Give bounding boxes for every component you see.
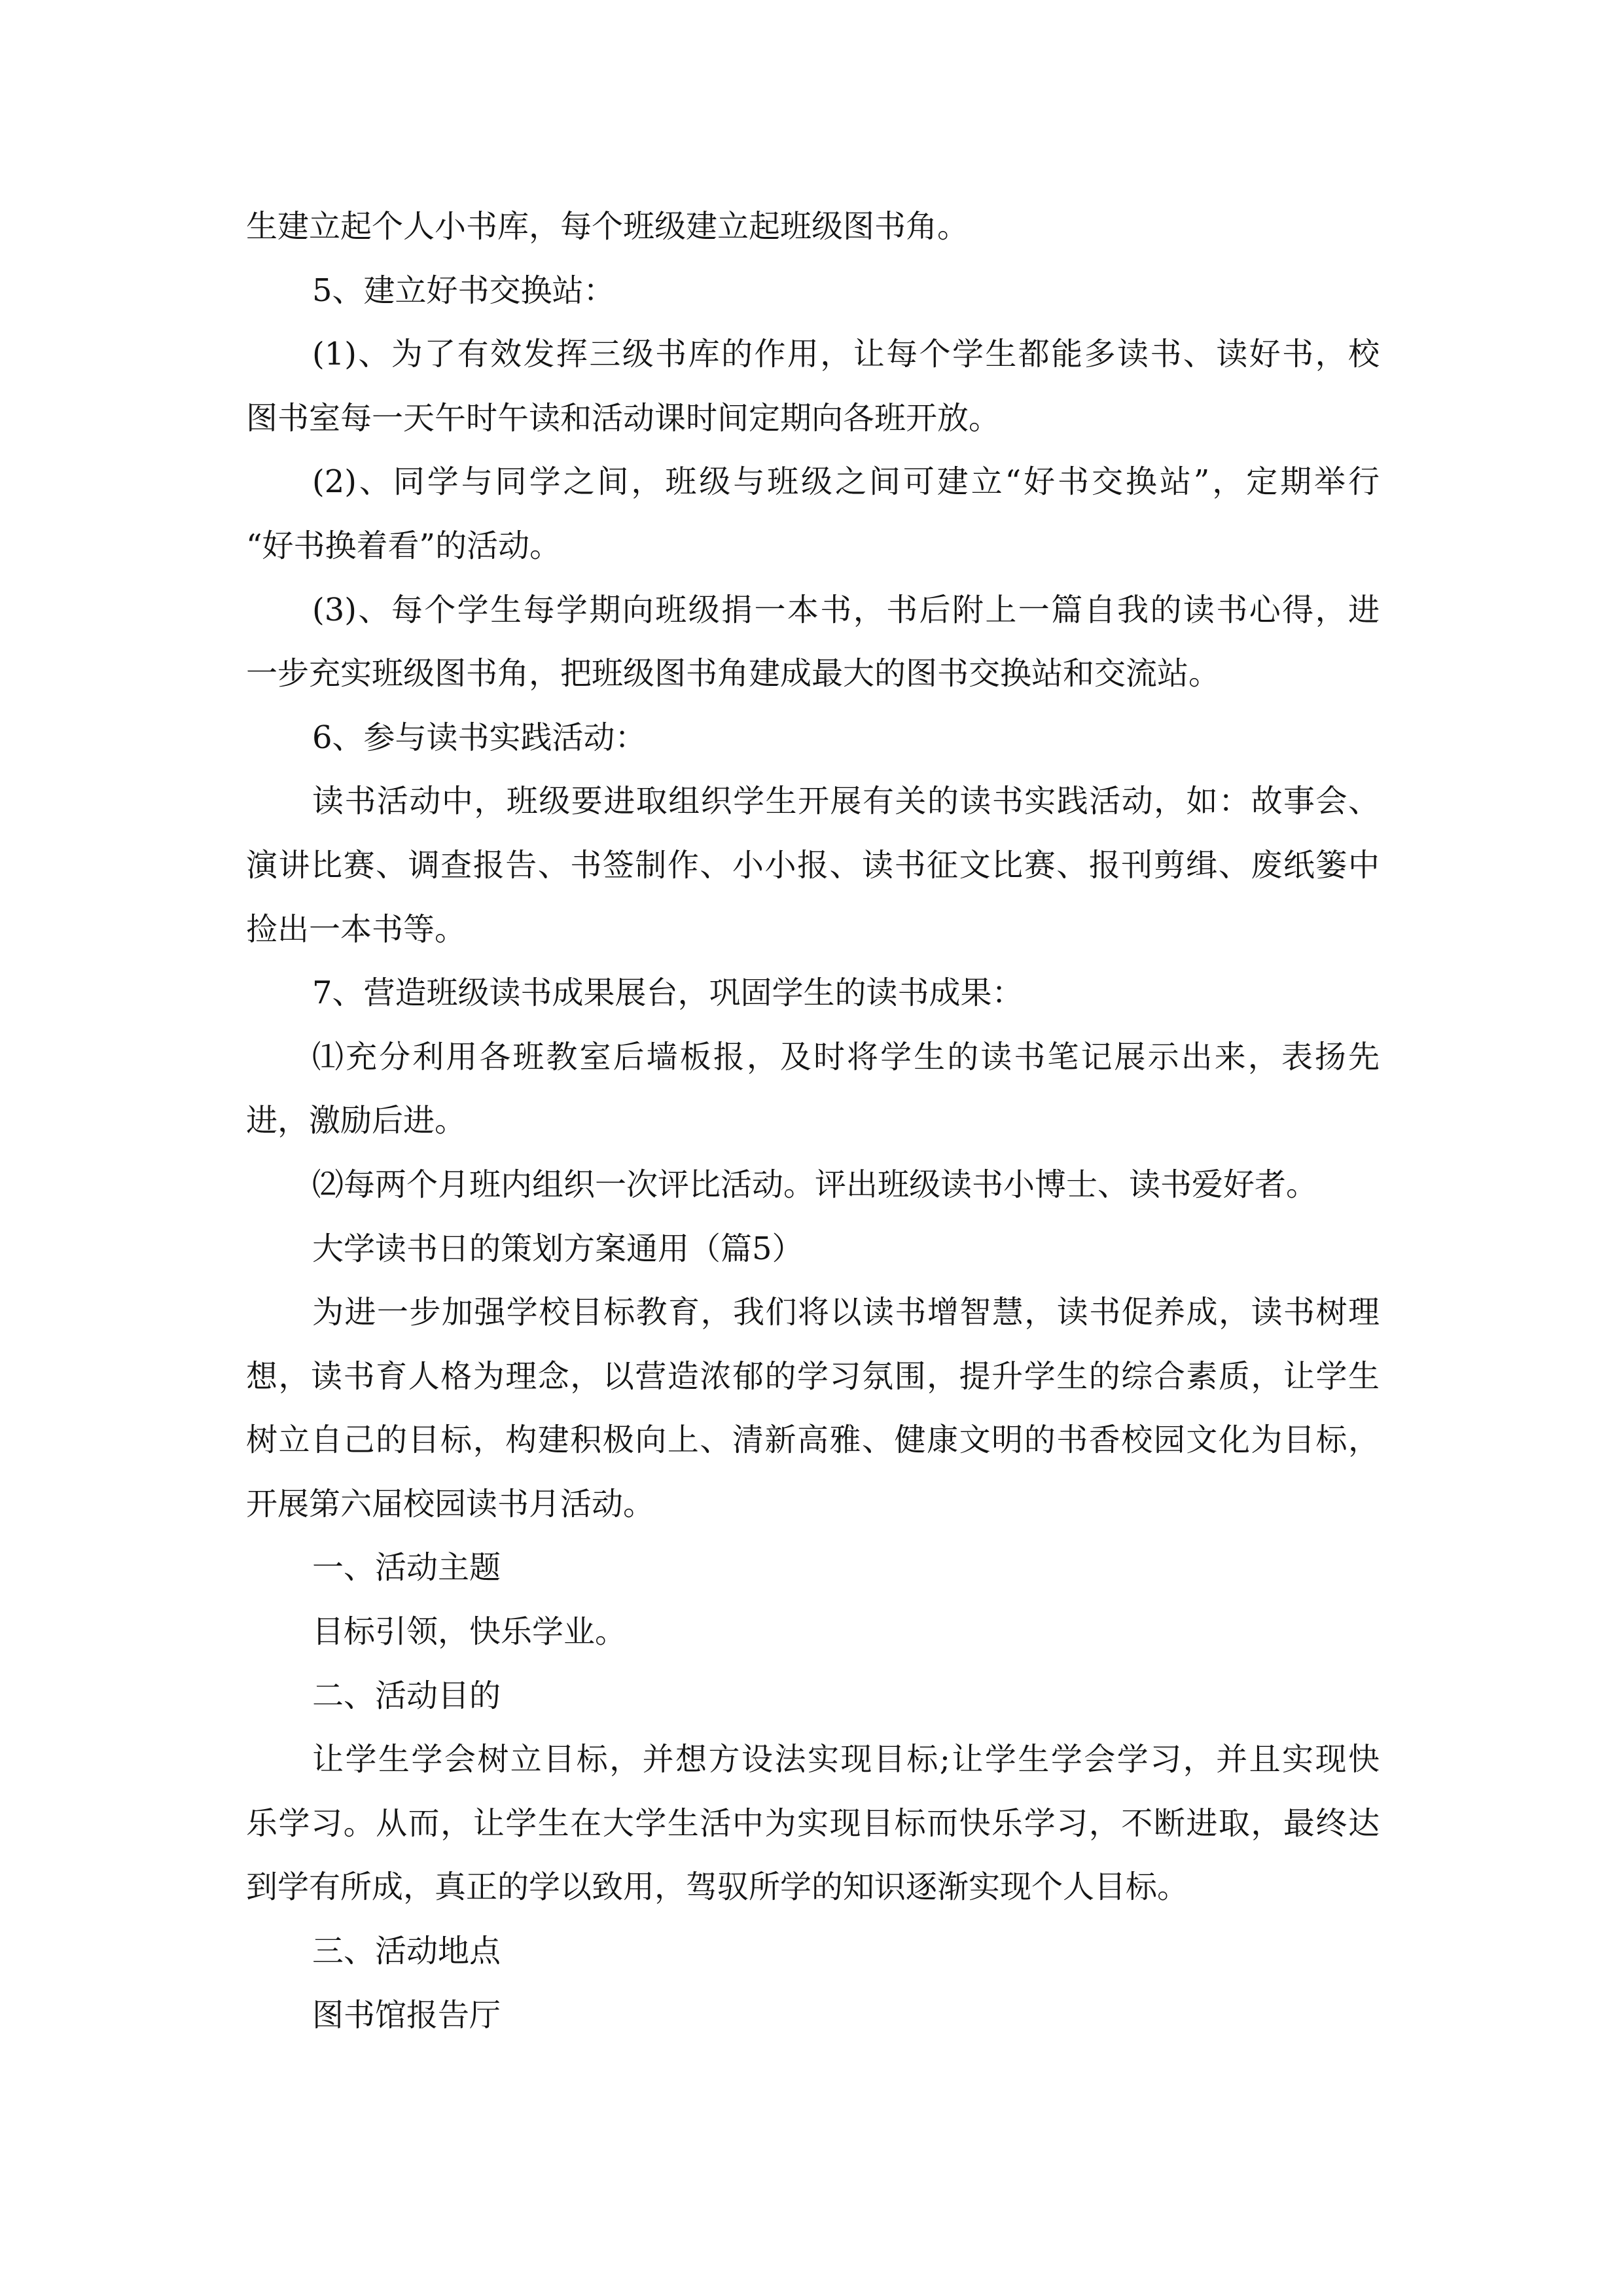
body-paragraph: [246, 195, 1380, 259]
sub-item-paragraph: [246, 1153, 1380, 1217]
section-heading: [246, 1536, 1380, 1600]
numbered-heading: [246, 706, 1380, 770]
body-paragraph: [246, 1984, 1380, 2048]
text-line: 三、活动地点: [312, 1933, 501, 1970]
text-line: 乐学习。从而，让学生在大学生活中为实现目标而快乐学习，不断进取，最终达: [246, 1804, 1380, 1842]
text-line: 一步充实班级图书角，把班级图书角建成最大的图书交换站和交流站。: [246, 655, 1221, 692]
body-paragraph: [246, 1281, 1380, 1536]
text-line: 让学生学会树立目标，并想方设法实现目标;让学生学会学习，并且实现快: [312, 1741, 1380, 1778]
body-paragraph: [246, 1728, 1380, 1920]
body-paragraph: [246, 770, 1380, 961]
text-line: 二、活动目的: [312, 1677, 501, 1714]
sub-item-paragraph: [246, 323, 1380, 450]
text-line: 6、参与读书实践活动：: [312, 719, 647, 756]
section-heading: [246, 1920, 1380, 1984]
text-line: 一、活动主题: [312, 1549, 501, 1587]
text-line: 7、营造班级读书成果展台，巩固学生的读书成果：: [312, 975, 1024, 1012]
text-line: (1)、为了有效发挥三级书库的作用，让每个学生都能多读书、读好书，校: [312, 336, 1380, 373]
sub-item-paragraph: [246, 1026, 1380, 1153]
text-line: (2)、同学与同学之间，班级与班级之间可建立“好书交换站”，定期举行: [312, 463, 1380, 501]
numbered-heading: [246, 961, 1380, 1026]
text-line: (3)、每个学生每学期向班级捐一本书，书后附上一篇自我的读书心得，进: [312, 591, 1380, 628]
text-line: 目标引领，快乐学业。: [312, 1613, 627, 1651]
text-line: 生建立起个人小书库，每个班级建立起班级图书角。: [246, 208, 969, 245]
text-line: 为进一步加强学校目标教育，我们将以读书增智慧，读书促养成，读书树理: [312, 1294, 1380, 1331]
text-line: 演讲比赛、调查报告、书签制作、小小报、读书征文比赛、报刊剪缉、废纸篓中: [246, 846, 1380, 884]
sub-item-paragraph: [246, 450, 1380, 578]
text-line: 读书活动中，班级要进取组织学生开展有关的读书实践活动，如：故事会、: [312, 783, 1380, 820]
text-line: 到学有所成，真正的学以致用，驾驭所学的知识逐渐实现个人目标。: [246, 1869, 1189, 1906]
page-body: [246, 195, 1380, 2047]
text-line: 5、建立好书交换站：: [312, 272, 615, 309]
text-line: ⑵每两个月班内组织一次评比活动。评出班级读书小博士、读书爱好者。: [312, 1166, 1318, 1203]
text-line: 捡出一本书等。: [246, 910, 467, 948]
section-heading: [246, 1664, 1380, 1729]
text-line: “好书换着看”的活动。: [246, 527, 562, 564]
body-paragraph: [246, 1600, 1380, 1664]
text-line: 树立自己的目标，构建积极向上、清新高雅、健康文明的书香校园文化为目标，: [246, 1422, 1380, 1459]
text-line: 想，读书育人格为理念，以营造浓郁的学习氛围，提升学生的综合素质，让学生: [246, 1357, 1380, 1395]
section-title: [246, 1217, 1380, 1282]
numbered-heading: [246, 259, 1380, 323]
text-line: 进，激励后进。: [246, 1102, 467, 1139]
text-line: ⑴充分利用各班教室后墙板报，及时将学生的读书笔记展示出来，表扬先: [312, 1038, 1380, 1075]
sub-item-paragraph: [246, 579, 1380, 706]
text-line: 大学读书日的策划方案通用（篇5）: [312, 1230, 804, 1267]
text-line: 图书馆报告厅: [312, 1996, 501, 2034]
text-line: 图书室每一天午时午读和活动课时间定期向各班开放。: [246, 399, 1001, 437]
text-line: 开展第六届校园读书月活动。: [246, 1485, 655, 1522]
